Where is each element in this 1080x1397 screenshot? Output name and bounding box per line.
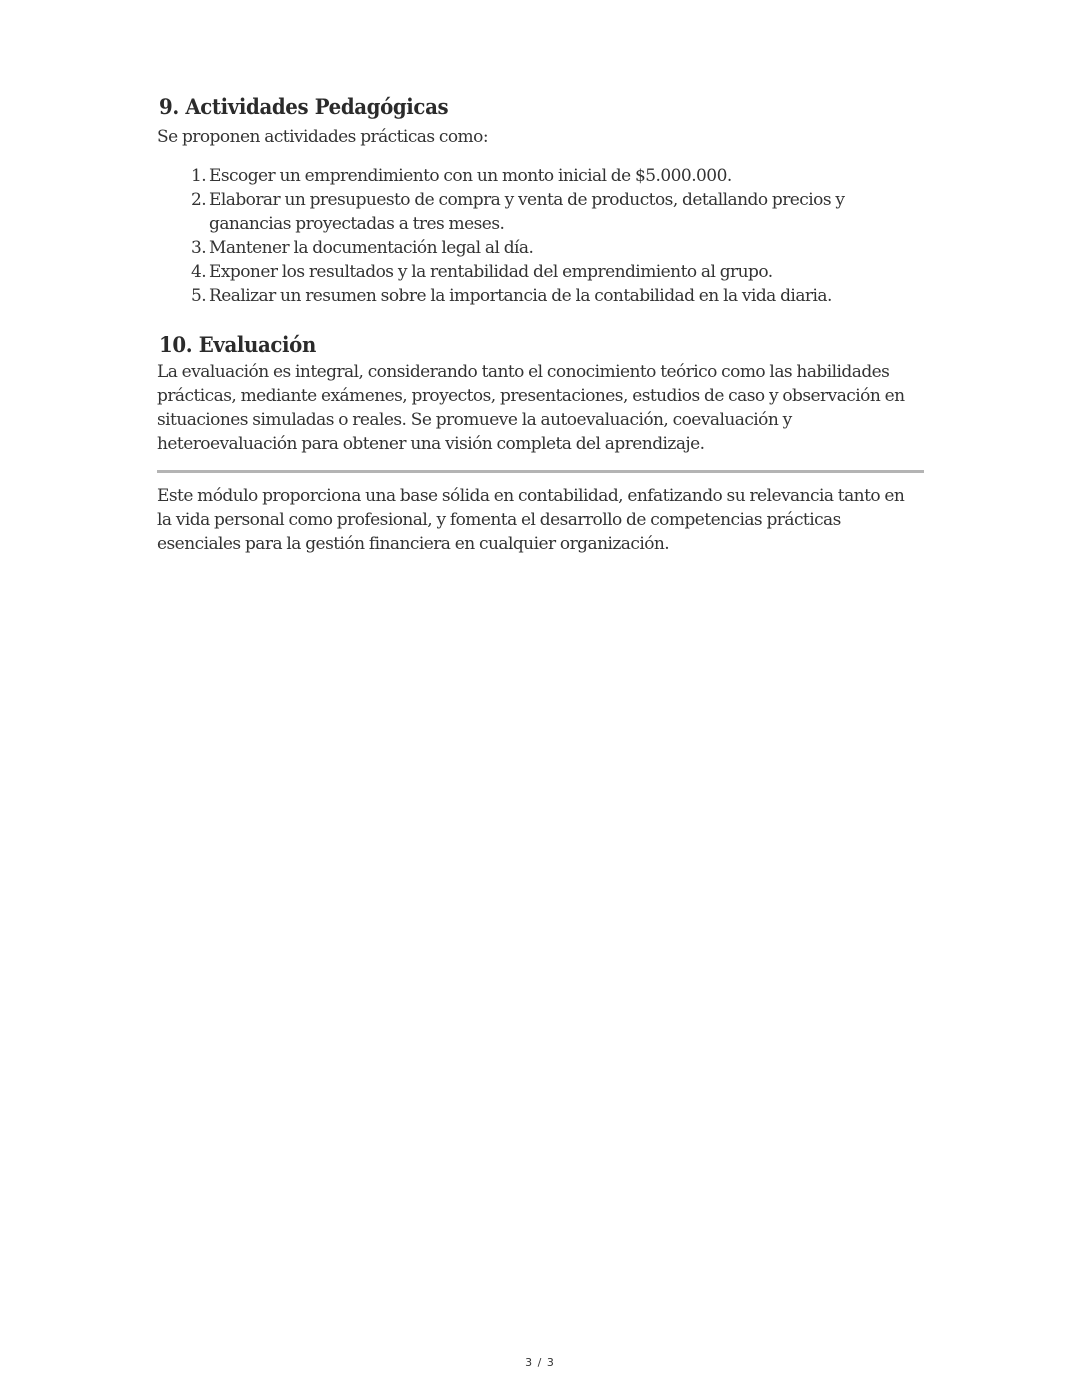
section-heading: 9. Actividades Pedagógicas	[159, 94, 449, 119]
section-evaluacion	[157, 330, 923, 456]
list-item	[191, 284, 923, 308]
activities-list	[157, 164, 923, 308]
list-number: 2.	[191, 190, 207, 210]
document-page	[157, 92, 923, 556]
list-item	[191, 188, 923, 236]
list-number: 5.	[191, 286, 207, 306]
list-item-text: Exponer los resultados y la rentabilidad del emprendimiento al grupo.	[209, 262, 773, 282]
list-number: 4.	[191, 262, 207, 282]
closing-paragraph: Este módulo proporciona una base sólida en contabilidad, enfatizando su relevancia tanto en la vida personal como profesional, y fomenta el desarrollo de competencias prácticas esenciales para la gestión financiera en cualquier organización.	[157, 486, 905, 554]
list-item	[191, 260, 923, 284]
list-number: 3.	[191, 238, 207, 258]
list-item-text: Elaborar un presupuesto de compra y venta de productos, detallando precios y ganancias proyectadas a tres meses.	[209, 190, 845, 234]
list-item-text: Realizar un resumen sobre la importancia de la contabilidad en la vida diaria.	[209, 286, 832, 306]
list-number: 1.	[191, 166, 207, 186]
section-actividades-pedagogicas	[157, 92, 923, 308]
page-number: 3 / 3	[525, 1356, 555, 1369]
section-body: La evaluación es integral, considerando tanto el conocimiento teórico como las habilidades prácticas, mediante exámenes, proyectos, presentaciones, estudios de caso y observación en situaciones simuladas o reales. Se promueve la autoevaluación, coevaluación y heteroevaluación para obtener una visión completa del aprendizaje.	[157, 362, 905, 454]
list-item	[191, 236, 923, 260]
horizontal-divider	[157, 470, 924, 473]
list-item	[191, 164, 923, 188]
list-item-text: Mantener la documentación legal al día.	[209, 238, 534, 258]
section-intro: Se proponen actividades prácticas como:	[157, 127, 488, 147]
list-item-text: Escoger un emprendimiento con un monto inicial de $5.000.000.	[209, 166, 732, 186]
section-heading: 10. Evaluación	[159, 332, 316, 357]
